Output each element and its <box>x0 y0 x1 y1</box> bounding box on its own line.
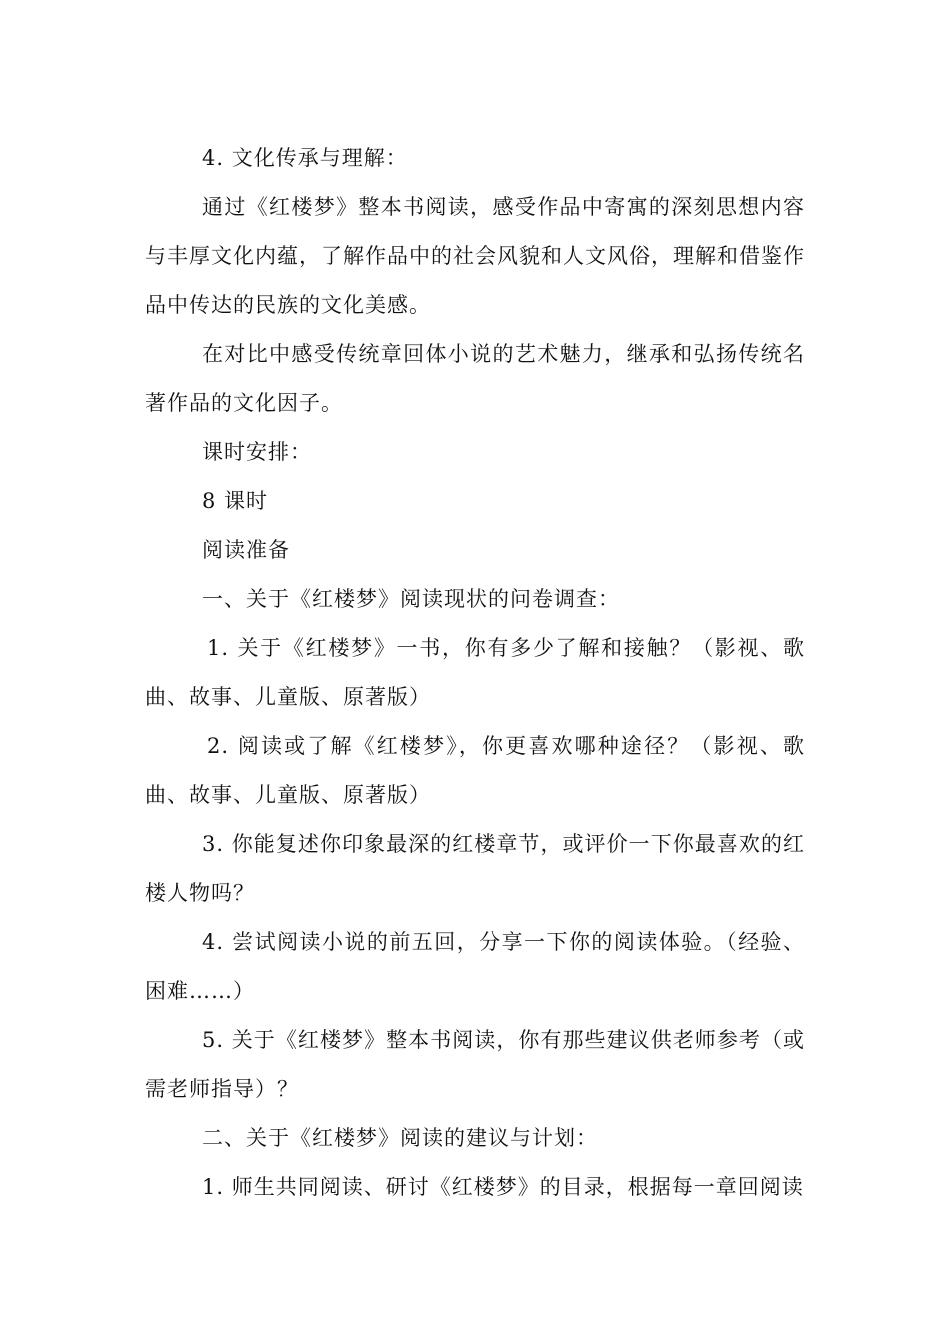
heading-cultural-inheritance: 4. 文化传承与理解： <box>202 146 408 170</box>
paragraph-reading-goal: 通过《红楼梦》整本书阅读，感受作品中寄寓的深刻思想内容与丰厚文化内蕴，了解作品中的社会风貌和人文风俗，理解和借鉴作品中传达的民族的文化美感。 <box>145 195 805 317</box>
heading-reading-preparation: 阅读准备 <box>202 538 290 562</box>
paragraph-comparison: 在对比中感受传统章回体小说的艺术魅力，继承和弘扬传统名著作品的文化因子。 <box>145 342 805 415</box>
survey-question-1: 1. 关于《红楼梦》一书，你有多少了解和接触？（影视、歌曲、故事、儿童版、原著版） <box>145 636 805 709</box>
paragraph-lesson-count: 8 课时 <box>202 489 269 513</box>
heading-schedule: 课时安排： <box>202 440 312 464</box>
heading-survey: 一、关于《红楼梦》阅读现状的问卷调查： <box>202 587 620 611</box>
survey-question-4: 4. 尝试阅读小说的前五回，分享一下你的阅读体验。（经验、困难……） <box>145 930 805 1003</box>
survey-question-3: 3. 你能复述你印象最深的红楼章节，或评价一下你最喜欢的红楼人物吗？ <box>145 832 805 905</box>
heading-suggestions-plan: 二、关于《红楼梦》阅读的建议与计划： <box>202 1126 598 1150</box>
document-body <box>145 134 805 1212</box>
plan-item-1: 1. 师生共同阅读、研讨《红楼梦》的目录，根据每一章回阅读 <box>202 1175 804 1199</box>
survey-question-2: 2. 阅读或了解《红楼梦》，你更喜欢哪种途径？（影视、歌曲、故事、儿童版、原著版） <box>145 734 805 807</box>
survey-question-5: 5. 关于《红楼梦》整本书阅读，你有那些建议供老师参考（或需老师指导）？ <box>145 1028 805 1101</box>
